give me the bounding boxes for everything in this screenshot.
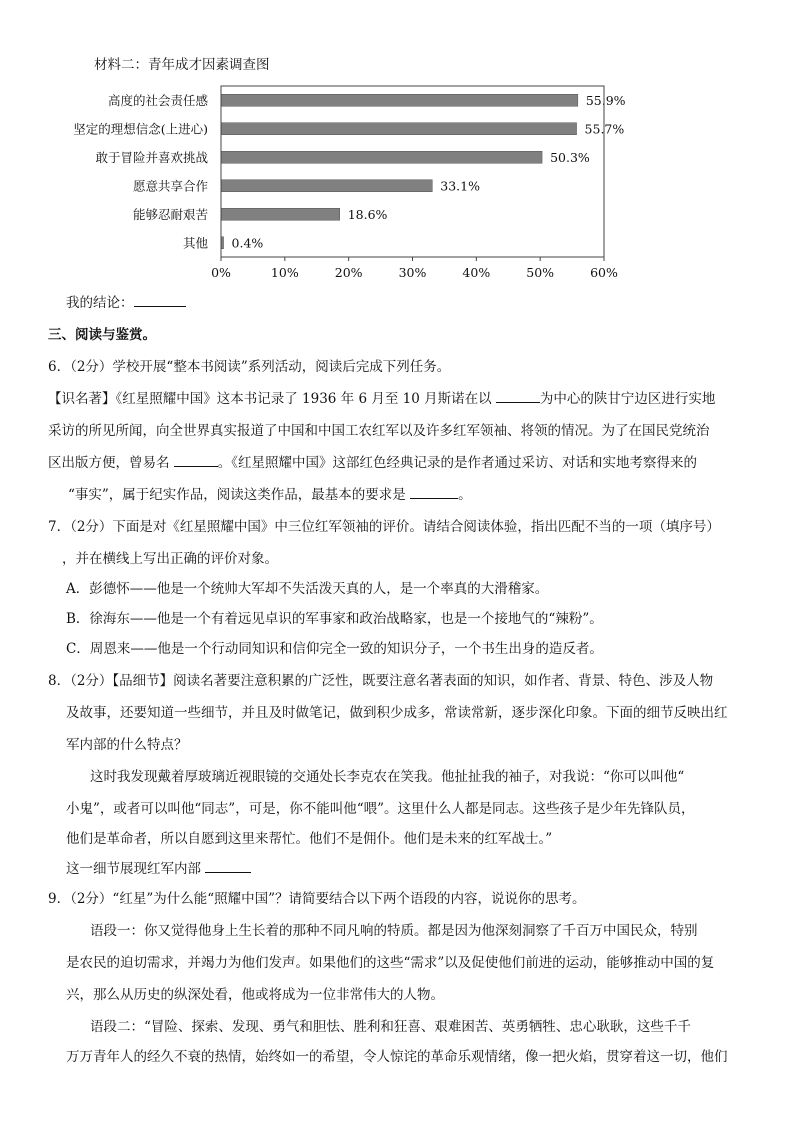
q6-blank-1[interactable] xyxy=(496,390,540,403)
q6-text-2a: 【识名著】《红星照耀中国》这本书记录了 1936 年 6 月至 10 月斯诺在以 xyxy=(48,391,496,407)
q9-para1-line2: 是农民的迫切需求，并竭力为他们发声。如果他们的这些“需求”以及促使他们前进的运动，能够推动中国的复 xyxy=(66,955,715,971)
category-label: 敢于冒险并喜欢挑战 xyxy=(95,149,208,165)
value-label: 50.3% xyxy=(550,149,590,165)
q6-text-4a: 区出版方便，曾易名 xyxy=(48,455,174,471)
category-label: 愿意共享合作 xyxy=(132,178,208,194)
q8-line2: 及故事，还要知道一些细节，并且及时做笔记，做到积少成多，常读常新，逐步深化印象。下面的细节反映出红 xyxy=(66,705,728,721)
q8-answer-line xyxy=(66,860,251,878)
q6-text-2b: 为中心的陕甘宁边区进行实地 xyxy=(539,391,716,407)
q8-answer-label: 这一细节展现红军内部 xyxy=(66,861,206,877)
q6-stem: 6．（2分）学校开展“整本书阅读”系列活动，阅读后完成下列任务。 xyxy=(48,359,451,375)
q7-stem-cont: ，并在横线上写出正确的评价对象。 xyxy=(62,551,278,567)
bar xyxy=(221,208,340,220)
category-label: 其他 xyxy=(182,235,208,251)
value-label: 55.9% xyxy=(585,92,626,108)
bars xyxy=(221,94,578,249)
q6-text-5a: “事实”，属于纪实作品，阅读这类作品，最基本的要求是 xyxy=(68,487,411,503)
x-tick-label: 30% xyxy=(398,265,427,280)
chart-axes xyxy=(221,86,604,261)
q9-stem: 9．（2分）“红星”为什么能“照耀中国”？请简要结合以下两个语段的内容，说说你的思考。 xyxy=(48,891,586,907)
category-label: 高度的社会责任感 xyxy=(107,92,208,108)
value-label: 55.7% xyxy=(584,121,625,137)
x-tick-label: 40% xyxy=(462,265,491,280)
q6-blank-3[interactable] xyxy=(410,486,458,499)
q6-blank-2[interactable] xyxy=(174,454,218,467)
bar xyxy=(221,151,542,163)
q6-line3: 采访的所见所闻，向全世界真实报道了中国和中国工农红军以及许多红军领袖、将领的情况。为了在国民党统治 xyxy=(48,423,710,439)
bar xyxy=(221,123,577,135)
value-label: 0.4% xyxy=(231,235,264,251)
x-tick-labels xyxy=(211,265,618,280)
q6-line4 xyxy=(48,454,697,472)
youth-success-factors-chart xyxy=(0,0,794,290)
category-labels xyxy=(73,93,208,251)
q9-para1-line3: 兴，那么从历史的纵深处看，他或将成为一位非常伟大的人物。 xyxy=(66,987,444,1003)
x-tick-label: 60% xyxy=(590,265,618,280)
x-tick-label: 10% xyxy=(270,265,299,280)
bar xyxy=(221,94,578,106)
conclusion-blank[interactable] xyxy=(134,294,186,307)
bar xyxy=(221,180,432,192)
x-tick-label: 50% xyxy=(526,265,555,280)
q8-stem: 8．（2分）【品细节】阅读名著要注意积累的广泛性，既要注意名著表面的知识，如作者、背景、特色、涉及人物 xyxy=(48,673,714,689)
q9-para1-line1: 语段一：你又觉得他身上生长着的那种不同凡响的特质。都是因为他深刻洞察了千百万中国民众，特别 xyxy=(90,923,698,939)
q8-quote-3: 他们是革命者，所以自愿到这里来帮忙。他们不是佣仆。他们是未来的红军战士。” xyxy=(66,831,553,847)
q7-option-b: B．徐海东——他是一个有着远见卓识的军事家和政治战略家，也是一个接地气的“辣粉”。 xyxy=(66,611,603,627)
conclusion-label: 我的结论： xyxy=(66,295,134,311)
q6-line2 xyxy=(48,390,715,408)
category-label: 能够忍耐艰苦 xyxy=(132,206,208,222)
q6-text-4b: 。《红星照耀中国》这部红色经典记录的是作者通过采访、对话和实地考察得来的 xyxy=(217,455,698,471)
value-label: 33.1% xyxy=(440,178,481,194)
q8-quote-2: 小鬼”，或者可以叫他“同志”，可是，你不能叫他“喂”。这里什么人都是同志。这些孩子是少年先锋队员， xyxy=(66,801,695,817)
q6-line5 xyxy=(68,486,472,504)
category-label: 坚定的理想信念(上进心) xyxy=(73,121,208,137)
x-tick-label: 20% xyxy=(334,265,363,280)
q7-option-a: A．彭德怀——他是一个统帅大军却不失活泼天真的人，是一个率真的大滑稽家。 xyxy=(66,581,549,597)
section-title: 三、阅读与鉴赏。 xyxy=(48,327,156,343)
q9-para2-line2: 万万青年人的经久不衰的热情，始终如一的希望，令人惊诧的革命乐观情绪，像一把火焰，贯穿着这一切，他们 xyxy=(66,1049,728,1065)
plot-frame xyxy=(221,86,604,257)
value-labels xyxy=(232,93,626,251)
q8-line3: 军内部的什么特点？ xyxy=(66,737,188,753)
chart-title: 材料二：青年成才因素调查图 xyxy=(94,57,270,73)
q7-stem: 7．（2分）下面是对《红星照耀中国》中三位红军领袖的评价。请结合阅读体验，指出匹配不当的一项（填序号） xyxy=(48,519,720,535)
q8-quote-1: 这时我发现戴着厚玻璃近视眼镜的交通处长李克农在笑我。他扯扯我的袖子，对我说：“你可以叫他“ xyxy=(90,769,685,785)
x-tick-label: 0% xyxy=(211,265,231,280)
q8-blank[interactable] xyxy=(205,860,251,873)
conclusion-line xyxy=(66,294,186,312)
q6-text-5b: 。 xyxy=(458,487,472,503)
q9-para2-line1: 语段二：“冒险、探索、发现、勇气和胆怯、胜利和狂喜、艰难困苦、英勇牺牲、忠心耿耿，这些千千 xyxy=(90,1019,691,1035)
q7-option-c: C．周恩来——他是一个行动同知识和信仰完全一致的知识分子，一个书生出身的造反者。 xyxy=(66,641,603,657)
value-label: 18.6% xyxy=(347,206,388,222)
